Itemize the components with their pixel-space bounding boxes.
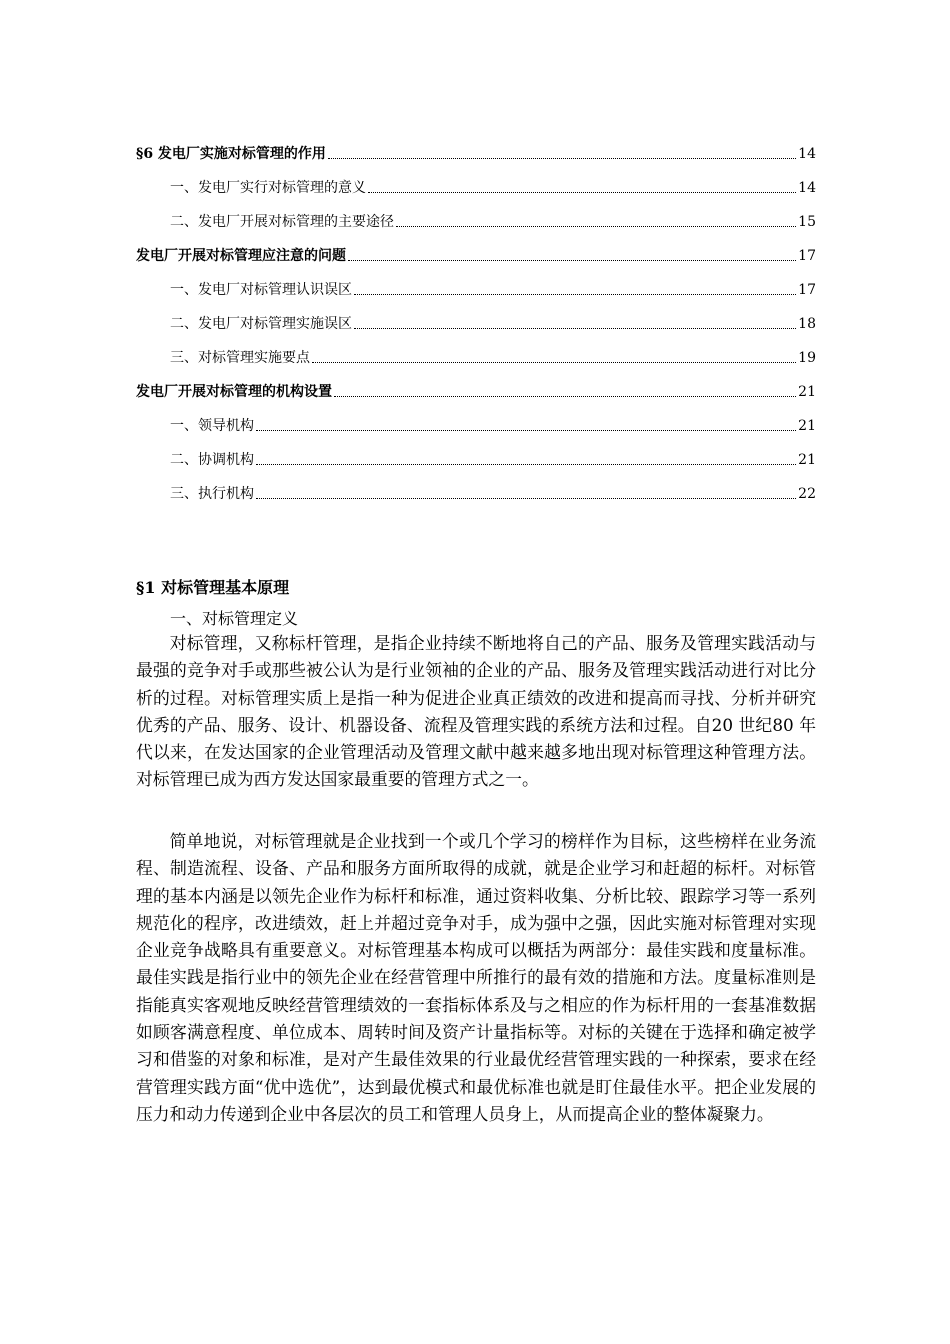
toc-entry-label: 二、发电厂对标管理实施误区 [170,316,352,332]
toc-dot-leader [348,259,796,261]
subsection-heading: 一、对标管理定义 [170,609,299,628]
toc-entry[interactable] [136,196,816,230]
toc-dot-leader [334,395,796,397]
toc-dot-leader [396,225,796,227]
toc-dot-leader [328,157,796,159]
toc-entry[interactable] [136,298,816,332]
toc-dot-leader [256,497,796,499]
toc-dot-leader [354,327,796,329]
toc-entry[interactable] [136,468,816,502]
table-of-contents [136,128,816,502]
toc-page-number: 21 [798,418,816,434]
toc-entry-label: 一、发电厂对标管理认识误区 [170,282,352,298]
toc-entry[interactable] [136,230,816,264]
toc-entry[interactable] [136,128,816,162]
section-heading: §1 对标管理基本原理 [136,578,290,597]
toc-page-number: 21 [798,384,816,400]
toc-entry-label: 发电厂开展对标管理的机构设置 [136,384,332,400]
toc-dot-leader [368,191,796,193]
toc-page-number: 17 [798,248,816,264]
body-paragraph: 对标管理，又称标杆管理，是指企业持续不断地将自己的产品、服务及管理实践活动与最强的竞争对手或那些被公认为是行业领袖的企业的产品、服务及管理实践活动进行对比分析的过程。对标管理实质上是指一种为促进企业真正绩效的改进和提高而寻找、分析并研究优秀的产品、服务、设计、机器设备、流程及管理实践的系统方法和过程。自20 世纪80 年代以来，在发达国家的企业管理活动及管理文献中越来越多地出现对标管理这种管理方法。对标管理已成为西方发达国家最重要的管理方式之一。 [136,633,816,790]
toc-dot-leader [256,429,796,431]
toc-dot-leader [256,463,796,465]
toc-dot-leader [354,293,796,295]
toc-dot-leader [312,361,796,363]
toc-page-number: 15 [798,214,816,230]
toc-entry[interactable] [136,264,816,298]
toc-entry-label: 二、发电厂开展对标管理的主要途径 [170,214,394,230]
toc-entry[interactable] [136,434,816,468]
toc-page-number: 14 [798,180,816,196]
toc-entry-label: 三、执行机构 [170,486,254,502]
toc-entry-label: 二、协调机构 [170,452,254,468]
toc-entry-label: 一、发电厂实行对标管理的意义 [170,180,366,196]
toc-entry[interactable] [136,366,816,400]
toc-entry-label: §6 发电厂实施对标管理的作用 [136,146,326,162]
toc-entry[interactable] [136,162,816,196]
toc-page-number: 21 [798,452,816,468]
toc-page-number: 14 [798,146,816,162]
toc-page-number: 22 [798,486,816,502]
toc-page-number: 17 [798,282,816,298]
toc-entry[interactable] [136,332,816,366]
toc-entry[interactable] [136,400,816,434]
body-paragraph: 简单地说，对标管理就是企业找到一个或几个学习的榜样作为目标，这些榜样在业务流程、制造流程、设备、产品和服务方面所取得的成就，就是企业学习和赶超的标杆。对标管理的基本内涵是以领先企业作为标杆和标准，通过资料收集、分析比较、跟踪学习等一系列规范化的程序，改进绩效，赶上并超过竞争对手，成为强中之强，因此实施对标管理对实现企业竞争战略具有重要意义。对标管理基本构成可以概括为两部分：最佳实践和度量标准。最佳实践是指行业中的领先企业在经营管理中所推行的最有效的措施和方法。度量标准则是指能真实客观地反映经营管理绩效的一套指标体系及与之相应的作为标杆用的一套基准数据如顾客满意程度、单位成本、周转时间及资产计量指标等。对标的关键在于选择和确定被学习和借鉴的对象和标准，是对产生最佳效果的行业最优经营管理实践的一种探索，要求在经营管理实践方面“优中选优”，达到最优模式和最优标准也就是盯住最佳水平。把企业发展的压力和动力传递到企业中各层次的员工和管理人员身上，从而提高企业的整体凝聚力。 [136,831,816,1124]
toc-page-number: 19 [798,350,816,366]
toc-page-number: 18 [798,316,816,332]
toc-entry-label: 三、对标管理实施要点 [170,350,310,366]
toc-entry-label: 一、领导机构 [170,418,254,434]
toc-entry-label: 发电厂开展对标管理应注意的问题 [136,248,346,264]
